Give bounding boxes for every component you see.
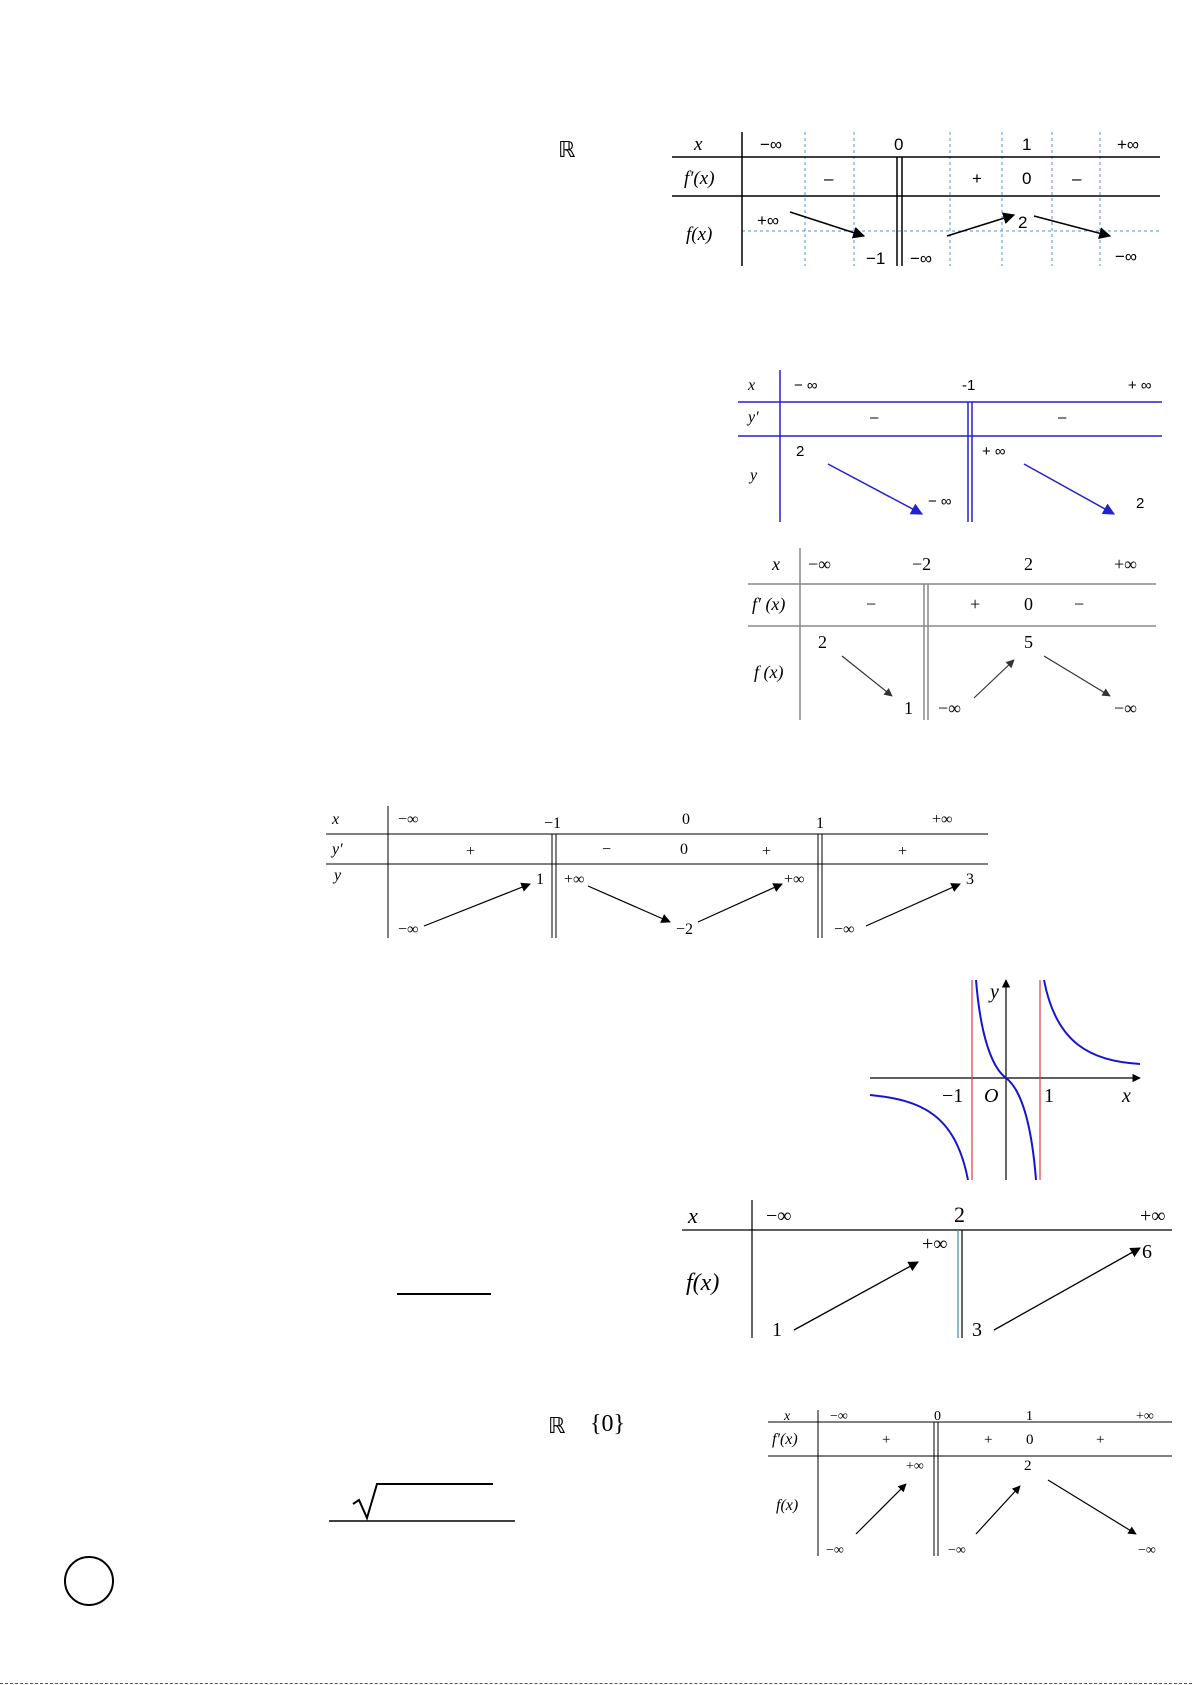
sign: − bbox=[866, 594, 877, 614]
f-value: 2 bbox=[818, 632, 827, 652]
row-label-x: x bbox=[694, 134, 703, 155]
row-label-yprime: y′ bbox=[748, 409, 759, 426]
f-value: −1 bbox=[866, 249, 886, 268]
x-value: −1 bbox=[544, 815, 562, 832]
increase-arrow bbox=[424, 884, 530, 926]
sign: − bbox=[602, 841, 612, 858]
f-value: 1 bbox=[772, 1319, 782, 1340]
row-label-x: x bbox=[784, 1410, 791, 1424]
zero-set: {0} bbox=[590, 1411, 626, 1437]
x-value: +∞ bbox=[1140, 1205, 1166, 1227]
sign: 0 bbox=[1026, 1432, 1034, 1448]
decrease-arrow bbox=[588, 886, 670, 922]
f-value: +∞ bbox=[906, 1459, 924, 1474]
f-value: −∞ bbox=[938, 698, 961, 718]
f-value: 2 bbox=[1024, 1458, 1032, 1474]
curve-left-branch bbox=[870, 1095, 968, 1180]
reals-symbol: ℝ bbox=[548, 1413, 566, 1438]
f-value: −∞ bbox=[948, 1543, 966, 1558]
f-value: 5 bbox=[1024, 632, 1033, 652]
sign: + bbox=[882, 1432, 891, 1448]
decrease-arrow bbox=[1024, 464, 1114, 514]
x-value: − ∞ bbox=[794, 377, 818, 394]
y-value: 3 bbox=[966, 871, 974, 888]
f-value: 1 bbox=[904, 698, 913, 718]
decrease-arrow bbox=[790, 212, 864, 236]
row-label-fprime: f′(x) bbox=[772, 1431, 798, 1448]
x-value: −∞ bbox=[830, 1410, 848, 1424]
increase-arrow bbox=[794, 1262, 918, 1330]
x-value: 2 bbox=[954, 1202, 965, 1227]
increase-arrow bbox=[976, 1486, 1020, 1534]
x-value: +∞ bbox=[1114, 554, 1137, 574]
row-label-y: y bbox=[750, 467, 758, 484]
row-label-x: x bbox=[332, 811, 340, 828]
row-label-f: f(x) bbox=[686, 224, 713, 245]
sign: – bbox=[1072, 169, 1082, 188]
y-value: +∞ bbox=[784, 871, 805, 888]
page-number-circle bbox=[64, 1556, 114, 1606]
x-value: −2 bbox=[912, 554, 932, 574]
row-label-y: y bbox=[334, 867, 342, 884]
row-label-f: f (x) bbox=[754, 662, 784, 682]
row-label-f: f(x) bbox=[686, 1270, 720, 1296]
f-value: 2 bbox=[1018, 213, 1028, 232]
x-value: 1 bbox=[816, 815, 824, 832]
sign: – bbox=[824, 169, 834, 188]
x-value: + ∞ bbox=[1128, 377, 1152, 394]
f-value: −∞ bbox=[826, 1543, 844, 1558]
sign: + bbox=[762, 843, 772, 860]
x-value: −∞ bbox=[808, 554, 831, 574]
y-value: −∞ bbox=[398, 921, 419, 938]
row-label-x: x bbox=[772, 554, 780, 574]
increase-arrow bbox=[866, 884, 960, 926]
x-value: 0 bbox=[682, 811, 690, 828]
variation-table-4 bbox=[326, 806, 988, 940]
sign: + bbox=[898, 843, 908, 860]
sqrt-fraction bbox=[325, 1478, 525, 1524]
f-value: 6 bbox=[1142, 1241, 1152, 1263]
function-graph bbox=[870, 978, 1142, 1180]
sign: 0 bbox=[1024, 594, 1033, 614]
f-value: −∞ bbox=[1115, 247, 1138, 266]
x-value: −∞ bbox=[766, 1205, 792, 1227]
x-value: −∞ bbox=[760, 135, 783, 154]
curve-right-branch bbox=[1044, 980, 1140, 1064]
decrease-arrow bbox=[828, 464, 922, 514]
x-value: +∞ bbox=[1117, 135, 1140, 154]
x-value: -1 bbox=[962, 377, 976, 394]
y-value: + ∞ bbox=[982, 443, 1006, 460]
increase-arrow bbox=[698, 884, 782, 922]
y-value: −2 bbox=[676, 921, 694, 938]
variation-table-1 bbox=[672, 132, 1160, 274]
sign: + bbox=[466, 843, 476, 860]
x-value: +∞ bbox=[932, 811, 953, 828]
row-label-x: x bbox=[748, 377, 756, 394]
variation-table-5 bbox=[682, 1200, 1172, 1340]
f-value: −∞ bbox=[1114, 698, 1137, 718]
row-label-f: f(x) bbox=[776, 1497, 799, 1514]
y-value: 1 bbox=[536, 871, 544, 888]
decrease-arrow bbox=[1034, 216, 1110, 236]
row-label-fprime: f′(x) bbox=[684, 168, 715, 189]
x-value: 2 bbox=[1024, 554, 1033, 574]
row-label-yprime: y′ bbox=[332, 841, 343, 858]
f-value: −∞ bbox=[1138, 1543, 1156, 1558]
x-value: +∞ bbox=[1136, 1410, 1154, 1424]
variation-table-6 bbox=[768, 1410, 1172, 1558]
fraction-bar bbox=[395, 1290, 495, 1298]
y-value: −∞ bbox=[834, 921, 855, 938]
y-value: 2 bbox=[796, 443, 805, 460]
y-axis-label: y bbox=[990, 981, 999, 1003]
x-value: 1 bbox=[1022, 135, 1032, 154]
footer-dashed-line bbox=[0, 1683, 1192, 1684]
sign: 0 bbox=[1022, 169, 1032, 188]
variation-table-2 bbox=[738, 370, 1162, 527]
x-value: 1 bbox=[1026, 1410, 1033, 1424]
decrease-arrow bbox=[1048, 1480, 1136, 1534]
sign: + bbox=[970, 594, 981, 614]
sign: + bbox=[1096, 1432, 1105, 1448]
tick-label: 1 bbox=[1044, 1085, 1054, 1107]
x-value: 0 bbox=[934, 1410, 941, 1424]
y-value: 2 bbox=[1136, 495, 1145, 512]
increase-arrow bbox=[994, 1248, 1140, 1330]
sign: 0 bbox=[680, 841, 688, 858]
y-value: +∞ bbox=[564, 871, 585, 888]
sign: – bbox=[870, 409, 879, 426]
row-label-x: x bbox=[688, 1203, 698, 1228]
tick-label: −1 bbox=[942, 1085, 964, 1107]
increase-arrow bbox=[947, 215, 1014, 236]
f-value: −∞ bbox=[910, 249, 933, 268]
decrease-arrow bbox=[842, 656, 892, 696]
y-value: − ∞ bbox=[928, 493, 952, 510]
sign: – bbox=[1058, 409, 1067, 426]
f-value: 3 bbox=[972, 1319, 982, 1340]
decrease-arrow bbox=[1044, 656, 1110, 696]
increase-arrow bbox=[856, 1484, 906, 1534]
variation-table-3 bbox=[748, 548, 1156, 723]
reals-symbol: ℝ bbox=[558, 137, 576, 162]
sign: + bbox=[972, 169, 982, 188]
x-value: −∞ bbox=[398, 811, 419, 828]
f-value: +∞ bbox=[922, 1233, 948, 1255]
sign: − bbox=[1074, 594, 1085, 614]
origin-label: O bbox=[984, 1085, 999, 1107]
row-label-fprime: f′ (x) bbox=[752, 594, 786, 614]
x-axis-label: x bbox=[1122, 1085, 1131, 1107]
x-value: 0 bbox=[894, 135, 904, 154]
increase-arrow bbox=[974, 660, 1014, 698]
sign: + bbox=[984, 1432, 993, 1448]
f-value: +∞ bbox=[757, 211, 780, 230]
